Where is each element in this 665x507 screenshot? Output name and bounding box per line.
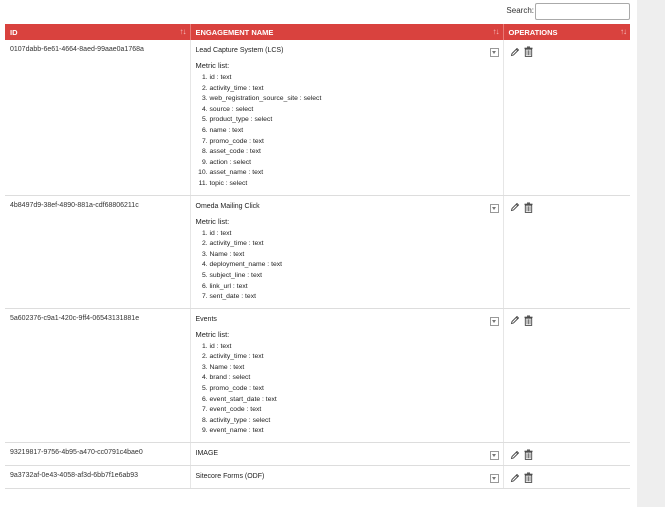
metric-item: 6. event_start_date : text xyxy=(210,395,498,406)
expand-icon[interactable] xyxy=(490,204,499,213)
engagement-name: Lead Capture System (LCS) xyxy=(195,47,284,54)
metric-list-label: Metric list: xyxy=(195,61,230,70)
engagement-name: IMAGE xyxy=(195,450,219,458)
metric-item: 11. topic : select xyxy=(210,179,498,190)
metric-item: 7. sent_date : text xyxy=(210,292,498,303)
metric-item: 3. Name : text xyxy=(210,250,498,261)
metric-item: 8. activity_type : select xyxy=(210,416,498,427)
edit-icon[interactable] xyxy=(510,202,520,212)
engagement-id: 9a3732af-0e43-4058-af3d-6bb7f1e6ab93 xyxy=(5,466,190,489)
metric-item: 4. deployment_name : text xyxy=(210,260,498,271)
metric-list-label: Metric list: xyxy=(195,216,230,226)
operations-cell xyxy=(503,466,630,489)
expand-icon[interactable] xyxy=(490,451,499,460)
table-header-row xyxy=(5,24,630,40)
metric-item: 3. web_registration_source_site : select xyxy=(210,94,498,105)
operations-cell xyxy=(503,308,630,442)
metric-item: 10. asset_name : text xyxy=(210,168,498,179)
table-row xyxy=(5,443,630,466)
engagement-id: 93219817-9756-4b95-a470-cc0791c4bae0 xyxy=(5,443,190,466)
engagement-name-cell xyxy=(190,466,503,489)
engagement-name: Events xyxy=(195,315,217,323)
sort-icon[interactable]: ↑↓ xyxy=(620,27,626,36)
delete-icon[interactable] xyxy=(524,449,533,460)
engagement-id: 5a602376-c9a1-420c-9ff4-06543131881e xyxy=(5,308,190,442)
engagement-name-cell xyxy=(190,443,503,466)
expand-icon[interactable] xyxy=(490,48,499,57)
metric-item: 6. name : text xyxy=(210,126,498,137)
engagement-name-cell xyxy=(190,195,503,308)
table-body xyxy=(5,40,630,489)
metric-item: 1. id : text xyxy=(210,73,498,84)
metric-item: 5. promo_code : text xyxy=(210,384,498,395)
operations-cell xyxy=(503,40,630,195)
metric-item: 5. subject_line : text xyxy=(210,271,498,282)
table-row xyxy=(5,40,630,195)
metric-list xyxy=(196,73,498,190)
metric-item: 9. event_name : text xyxy=(210,426,498,437)
delete-icon[interactable] xyxy=(524,46,533,57)
page-gutter xyxy=(637,0,665,507)
edit-icon[interactable] xyxy=(510,315,520,325)
edit-icon[interactable] xyxy=(510,450,520,460)
column-header-engagement-name[interactable]: ENGAGEMENT NAME ↑↓ xyxy=(190,24,503,40)
search-bar xyxy=(0,3,630,21)
column-header-id[interactable]: ID ↑↓ xyxy=(5,24,190,40)
delete-icon[interactable] xyxy=(524,472,533,483)
metric-list xyxy=(196,229,498,303)
metric-item: 6. link_url : text xyxy=(210,282,498,293)
engagement-id: 0107dabb-6e61-4664-8aed-99aae0a1768a xyxy=(5,40,190,195)
sort-icon[interactable]: ↑↓ xyxy=(492,27,499,36)
metric-item: 2. activity_time : text xyxy=(210,84,498,95)
table-row xyxy=(5,308,630,442)
expand-icon[interactable] xyxy=(490,474,499,483)
metric-item: 1. id : text xyxy=(210,229,498,240)
metric-item: 4. brand : select xyxy=(210,373,498,384)
engagement-id: 4b8497d9-38ef-4890-881a-cdf68806211c xyxy=(5,195,190,308)
engagement-name-cell xyxy=(190,40,503,195)
engagements-table xyxy=(5,24,630,489)
metric-item: 9. action : select xyxy=(210,158,498,169)
metric-item: 2. activity_time : text xyxy=(210,239,498,250)
delete-icon[interactable] xyxy=(524,315,533,326)
metric-item: 2. activity_time : text xyxy=(210,352,498,363)
sort-icon[interactable]: ↑↓ xyxy=(179,27,186,36)
table-row xyxy=(5,466,630,489)
delete-icon[interactable] xyxy=(524,202,533,213)
edit-icon[interactable] xyxy=(510,473,520,483)
search-label: Search: xyxy=(506,6,534,15)
metric-item: 8. asset_code : text xyxy=(210,147,498,158)
expand-icon[interactable] xyxy=(490,317,499,326)
metric-item: 7. event_code : text xyxy=(210,405,498,416)
engagement-name: Omeda Mailing Click xyxy=(195,202,260,210)
search-input[interactable] xyxy=(535,3,630,20)
metric-list xyxy=(196,342,498,437)
metric-item: 5. product_type : select xyxy=(210,115,498,126)
metric-item: 4. source : select xyxy=(210,105,498,116)
operations-cell xyxy=(503,195,630,308)
metric-list-label: Metric list: xyxy=(195,329,230,339)
operations-cell xyxy=(503,443,630,466)
column-header-operations[interactable]: OPERATIONS ↑↓ xyxy=(503,24,630,40)
engagement-name: Sitecore Forms (ODF) xyxy=(195,473,265,481)
edit-icon[interactable] xyxy=(510,47,520,57)
engagement-name-cell xyxy=(190,308,503,442)
metric-item: 3. Name : text xyxy=(210,363,498,374)
table-row xyxy=(5,195,630,308)
metric-item: 7. promo_code : text xyxy=(210,137,498,148)
metric-item: 1. id : text xyxy=(210,342,498,353)
